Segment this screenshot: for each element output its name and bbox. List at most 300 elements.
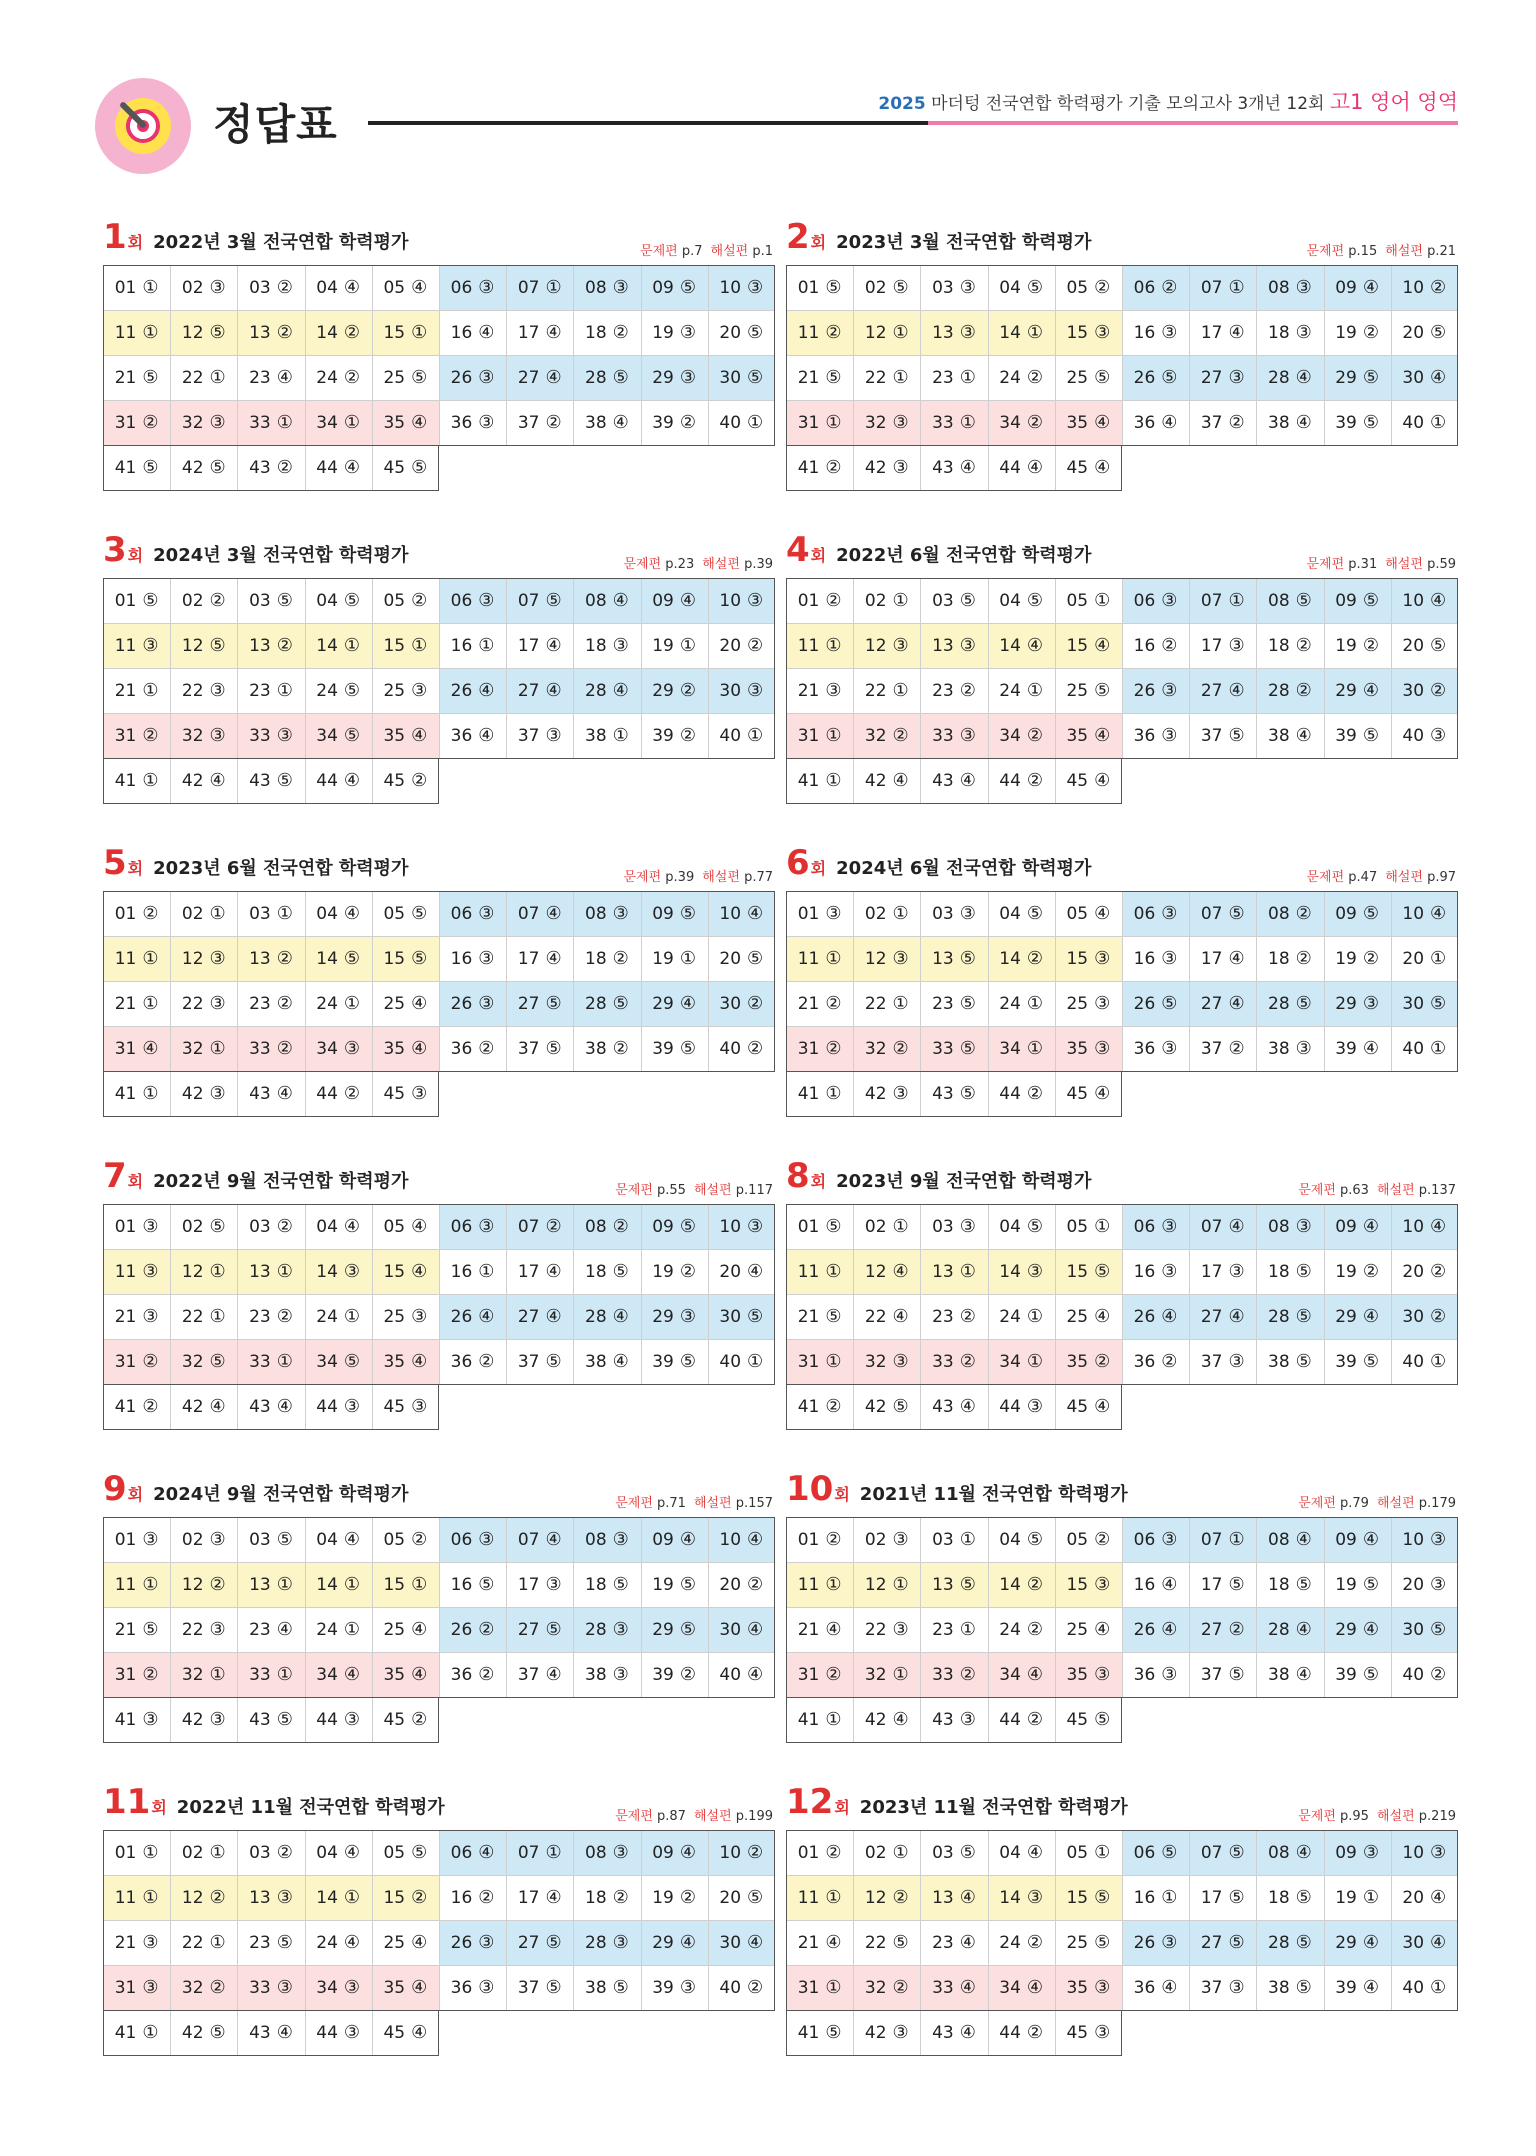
answer-value: ① [1026, 993, 1044, 1014]
grid-line [988, 1204, 989, 1429]
solution-label: 해설편 [1385, 244, 1423, 259]
question-number: 33 [932, 1351, 954, 1372]
answer-cell [786, 1830, 853, 1875]
grid-line [170, 891, 171, 1116]
answer-cell [920, 400, 987, 445]
answer-cell [786, 355, 853, 400]
answer-value: ③ [612, 903, 629, 924]
answer-value: ④ [959, 1977, 976, 1998]
question-number: 21 [797, 993, 820, 1014]
answer-cell [786, 1339, 853, 1384]
answer-value: ③ [959, 903, 976, 924]
question-number: 36 [450, 1977, 473, 1998]
page-header [0, 0, 1536, 180]
answer-cell [1122, 265, 1189, 310]
answer-cell [103, 265, 170, 310]
question-number: 35 [1066, 1664, 1089, 1685]
answer-cell [988, 1920, 1055, 1965]
question-number: 18 [1268, 1887, 1290, 1908]
question-number: 39 [652, 412, 674, 433]
answer-value: ④ [1362, 1529, 1379, 1550]
question-number: 39 [1335, 1664, 1357, 1685]
answer-cell [573, 891, 640, 936]
answer-cell [237, 1026, 304, 1071]
answer-cell [573, 1965, 640, 2010]
grid-line [786, 400, 1458, 401]
answer-value: ① [343, 1619, 361, 1640]
answer-value: ⑤ [747, 1306, 764, 1327]
answer-value: ③ [209, 1709, 226, 1730]
question-number: 39 [1335, 412, 1357, 433]
answer-value: ③ [478, 412, 495, 433]
answer-value: ② [276, 1306, 293, 1327]
answer-value: ④ [545, 1664, 562, 1685]
answer-cell [786, 1607, 853, 1652]
answer-value: ⑤ [612, 367, 629, 388]
question-number: 11 [797, 1887, 820, 1908]
answer-cell [103, 2010, 170, 2055]
answer-cell [920, 1204, 987, 1249]
question-number: 16 [1133, 322, 1156, 343]
answer-cell [506, 1607, 573, 1652]
answer-value: ④ [411, 277, 428, 298]
answer-value: ④ [1094, 770, 1111, 791]
answer-cell [103, 1517, 170, 1562]
answer-cell [305, 1249, 372, 1294]
answer-value: ③ [612, 1842, 629, 1863]
answer-cell [1324, 891, 1391, 936]
solution-page: p.21 [1427, 244, 1456, 259]
answer-value: ① [411, 1574, 428, 1595]
answer-cell [1189, 1339, 1256, 1384]
answer-cell [1391, 1294, 1458, 1339]
question-number: 15 [383, 1574, 406, 1595]
answer-cell [708, 668, 775, 713]
answer-cell [372, 1204, 439, 1249]
question-number: 38 [585, 1664, 607, 1685]
answer-cell [305, 578, 372, 623]
answer-value: ⑤ [411, 1842, 428, 1863]
answer-cell [708, 1339, 775, 1384]
answer-cell [237, 400, 304, 445]
question-number: 34 [999, 1351, 1021, 1372]
question-number: 09 [1335, 1842, 1357, 1863]
answer-value: ④ [343, 1842, 361, 1863]
question-number: 05 [1066, 1529, 1089, 1550]
answer-cell [170, 623, 237, 668]
question-number: 03 [932, 590, 954, 611]
question-number: 01 [797, 1529, 820, 1550]
answer-cell [506, 936, 573, 981]
question-number: 02 [181, 590, 204, 611]
answer-value: ① [825, 770, 842, 791]
question-number: 01 [114, 1529, 137, 1550]
answer-value: ② [679, 1261, 696, 1282]
answer-cell [305, 1965, 372, 2010]
grid-line [1055, 1517, 1056, 1742]
question-number: 19 [1335, 948, 1357, 969]
question-number: 25 [1066, 993, 1089, 1014]
question-number: 03 [249, 590, 271, 611]
answer-value: ⑤ [1228, 1887, 1245, 1908]
question-number: 42 [181, 1396, 204, 1417]
answer-value: ⑤ [612, 1977, 629, 1998]
question-number: 16 [450, 1574, 473, 1595]
answer-cell [708, 1249, 775, 1294]
question-number: 14 [316, 948, 338, 969]
question-number: 33 [249, 1977, 271, 1998]
answer-value: ③ [892, 2022, 909, 2043]
answer-cell [1055, 758, 1122, 803]
answer-value: ④ [1026, 1664, 1044, 1685]
question-number: 35 [383, 1351, 406, 1372]
answer-value: ③ [1362, 1842, 1379, 1863]
answer-value: ④ [209, 1396, 226, 1417]
exam-number-suffix: 회 [834, 1798, 850, 1817]
answer-value: ③ [1161, 903, 1178, 924]
question-number: 36 [450, 1664, 473, 1685]
answer-cell [372, 1697, 439, 1742]
exam-number-value: 6 [786, 843, 810, 883]
answer-cell [1324, 1875, 1391, 1920]
answer-cell [103, 1652, 170, 1697]
grid-line [237, 891, 238, 1116]
answer-cell [305, 1384, 372, 1429]
answer-cell [1122, 310, 1189, 355]
question-number: 12 [864, 1574, 887, 1595]
question-number: 18 [585, 1887, 607, 1908]
answer-value: ⑤ [612, 1574, 629, 1595]
answer-value: ① [209, 367, 226, 388]
exam-block [103, 843, 775, 1136]
answer-value: ⑤ [209, 1216, 226, 1237]
answer-cell [1256, 1294, 1323, 1339]
grid-line [786, 981, 1458, 982]
answer-value: ④ [1295, 1529, 1312, 1550]
question-number: 29 [1335, 1932, 1357, 1953]
exam-number-suffix: 회 [810, 1172, 827, 1191]
question-number: 24 [999, 1619, 1021, 1640]
question-number: 37 [1200, 725, 1223, 746]
answer-cell [1189, 355, 1256, 400]
question-number: 24 [316, 680, 338, 701]
answer-cell [372, 578, 439, 623]
question-number: 24 [999, 367, 1021, 388]
question-number: 41 [797, 2022, 820, 2043]
answer-cell [506, 400, 573, 445]
answer-cell [1391, 578, 1458, 623]
answer-cell [170, 1384, 237, 1429]
answer-value: ④ [747, 1529, 764, 1550]
answer-value: ② [411, 770, 428, 791]
exam-title: 2022년 11월 전국연합 학력평가 [176, 1797, 445, 1818]
exam-header [103, 1782, 775, 1825]
exam-block [103, 1782, 775, 2075]
answer-value: ④ [343, 770, 361, 791]
answer-cell [1055, 891, 1122, 936]
answer-cell [506, 1204, 573, 1249]
answer-cell [1189, 936, 1256, 981]
grid-line [786, 2010, 1458, 2011]
question-number: 37 [1200, 1038, 1223, 1059]
answer-cell [506, 1875, 573, 1920]
answer-cell [1256, 1562, 1323, 1607]
question-number: 05 [1066, 277, 1089, 298]
answer-value: ⑤ [545, 1932, 562, 1953]
answer-value: ① [1228, 277, 1245, 298]
answer-cell [573, 265, 640, 310]
question-number: 04 [316, 1529, 338, 1550]
answer-value: ③ [1094, 1038, 1111, 1059]
answer-cell [786, 1697, 853, 1742]
question-number: 08 [1268, 277, 1290, 298]
answer-value: ③ [1094, 1977, 1111, 1998]
answer-cell [170, 310, 237, 355]
answer-value: ④ [612, 1351, 629, 1372]
answer-cell [988, 713, 1055, 758]
answer-cell [920, 265, 987, 310]
question-number: 23 [249, 680, 271, 701]
answer-cell [372, 1920, 439, 1965]
question-number: 17 [517, 1887, 540, 1908]
question-number: 39 [652, 1351, 674, 1372]
answer-value: ③ [209, 1619, 226, 1640]
question-number: 42 [864, 1083, 887, 1104]
question-number: 20 [719, 1887, 742, 1908]
answer-cell [103, 1071, 170, 1116]
answer-value: ④ [343, 457, 361, 478]
answer-value: ⑤ [411, 367, 428, 388]
question-number: 02 [864, 277, 887, 298]
answer-cell [1391, 1920, 1458, 1965]
answer-value: ③ [209, 993, 226, 1014]
answer-value: ② [825, 322, 842, 343]
question-number: 35 [1066, 1038, 1089, 1059]
answer-value: ④ [1026, 1842, 1044, 1863]
answer-cell [305, 2010, 372, 2055]
answer-value: ⑤ [892, 277, 909, 298]
answer-value: ④ [343, 1932, 361, 1953]
question-number: 32 [181, 1038, 204, 1059]
answer-cell [1324, 578, 1391, 623]
question-number: 23 [932, 1619, 954, 1640]
page-reference [640, 240, 773, 259]
question-number: 12 [864, 635, 887, 656]
answer-cell [372, 310, 439, 355]
exam-header [786, 1156, 1458, 1199]
answer-value: ④ [1362, 1932, 1379, 1953]
answer-value: ① [343, 993, 361, 1014]
answer-cell [853, 668, 920, 713]
question-number: 03 [249, 1529, 271, 1550]
answer-cell [1324, 936, 1391, 981]
answer-value: ② [478, 1887, 495, 1908]
question-number: 29 [652, 1306, 674, 1327]
question-number: 26 [1133, 993, 1156, 1014]
answer-value: ② [1026, 948, 1044, 969]
answer-cell [1324, 1294, 1391, 1339]
answer-value: ④ [411, 2022, 428, 2043]
question-number: 26 [450, 367, 473, 388]
question-number: 27 [1200, 1619, 1223, 1640]
answer-value: ③ [892, 1083, 909, 1104]
answer-value: ③ [892, 412, 909, 433]
question-number: 09 [1335, 903, 1357, 924]
question-number: 35 [383, 412, 406, 433]
answer-cell [237, 1607, 304, 1652]
answer-cell [573, 936, 640, 981]
answer-cell [1055, 1562, 1122, 1607]
answer-value: ② [1094, 277, 1111, 298]
answer-value: ④ [1228, 1306, 1245, 1327]
answer-cell [1055, 1697, 1122, 1742]
answer-cell [372, 1026, 439, 1071]
answer-value: ④ [478, 725, 495, 746]
answer-cell [103, 668, 170, 713]
question-number: 40 [719, 1351, 742, 1372]
answer-value: ③ [1228, 1351, 1245, 1372]
answer-value: ⑤ [209, 322, 226, 343]
answer-value: ③ [142, 1932, 159, 1953]
answer-value: ① [679, 948, 696, 969]
answer-value: ① [959, 1619, 976, 1640]
grid-line [786, 1339, 1458, 1340]
question-number: 21 [797, 1932, 820, 1953]
answer-cell [988, 400, 1055, 445]
answer-cell [372, 1249, 439, 1294]
question-number: 35 [383, 1664, 406, 1685]
answer-value: ① [1228, 590, 1245, 611]
answer-value: ② [411, 1709, 428, 1730]
answer-cell [573, 1830, 640, 1875]
answer-cell [237, 1562, 304, 1607]
answer-cell [1055, 1249, 1122, 1294]
answer-value: ① [276, 412, 293, 433]
question-number: 12 [181, 948, 204, 969]
question-number: 27 [517, 367, 540, 388]
answer-value: ② [276, 277, 293, 298]
answer-value: ④ [1094, 1619, 1111, 1640]
answer-cell [1324, 1026, 1391, 1071]
answer-cell [920, 1384, 987, 1429]
answer-cell [988, 1071, 1055, 1116]
answer-value: ⑤ [1094, 1709, 1111, 1730]
question-number: 44 [999, 770, 1021, 791]
answer-value: ① [276, 1261, 293, 1282]
question-number: 17 [517, 1574, 540, 1595]
answer-value: ③ [959, 1709, 976, 1730]
question-number: 36 [1133, 1664, 1156, 1685]
answer-value: ② [209, 590, 226, 611]
answer-value: ③ [747, 590, 764, 611]
answer-value: ② [747, 635, 764, 656]
answer-cell [853, 1249, 920, 1294]
answer-cell [988, 2010, 1055, 2055]
answer-value: ③ [545, 1574, 562, 1595]
question-number: 22 [864, 680, 887, 701]
answer-cell [1256, 355, 1323, 400]
question-number: 31 [797, 1664, 820, 1685]
page-reference [615, 1805, 773, 1824]
answer-row [103, 758, 439, 803]
answer-value: ⑤ [825, 277, 842, 298]
question-number: 32 [864, 1977, 887, 1998]
answer-value: ④ [1362, 277, 1379, 298]
question-number: 21 [114, 993, 137, 1014]
question-number: 32 [864, 412, 887, 433]
answer-value: ⑤ [825, 2022, 842, 2043]
question-number: 44 [316, 457, 338, 478]
grid-line [103, 1697, 775, 1698]
answer-value: ④ [411, 1977, 428, 1998]
answer-cell [641, 891, 708, 936]
answer-value: ④ [959, 1396, 976, 1417]
answer-cell [853, 265, 920, 310]
question-number: 26 [1133, 1619, 1156, 1640]
question-number: 37 [517, 1664, 540, 1685]
question-number: 19 [1335, 1887, 1357, 1908]
question-number: 43 [249, 770, 271, 791]
question-number: 22 [181, 993, 204, 1014]
question-number: 25 [383, 1932, 406, 1953]
question-number: 40 [719, 725, 742, 746]
answer-cell [1055, 1294, 1122, 1339]
answer-value: ④ [1430, 1887, 1447, 1908]
answer-value: ① [1094, 590, 1111, 611]
grid-line [372, 265, 373, 490]
question-number: 21 [114, 1932, 137, 1953]
answer-value: ① [1430, 1977, 1447, 1998]
answer-value: ③ [1228, 1261, 1245, 1282]
answer-value: ④ [545, 1887, 562, 1908]
answer-cell [853, 1920, 920, 1965]
answer-value: ④ [612, 590, 629, 611]
question-number: 23 [249, 367, 271, 388]
page-reference [1306, 240, 1456, 259]
answer-cell [237, 2010, 304, 2055]
answer-value: ⑤ [1026, 590, 1044, 611]
answer-value: ① [1026, 322, 1044, 343]
solution-page: p.77 [744, 870, 773, 885]
answer-cell [641, 981, 708, 1026]
answer-value: ① [209, 903, 226, 924]
answer-cell [853, 1026, 920, 1071]
question-number: 37 [517, 1977, 540, 1998]
question-number: 45 [1066, 770, 1089, 791]
answer-value: ⑤ [545, 993, 562, 1014]
grid-line [372, 578, 373, 803]
answer-value: ③ [478, 367, 495, 388]
answer-cell [920, 936, 987, 981]
question-number: 08 [585, 1529, 607, 1550]
question-number: 05 [1066, 1842, 1089, 1863]
question-number: 31 [114, 1351, 137, 1372]
answer-cell [1189, 400, 1256, 445]
question-number: 09 [652, 590, 674, 611]
question-number: 08 [585, 903, 607, 924]
question-number: 32 [181, 1664, 204, 1685]
answer-value: ④ [892, 1306, 909, 1327]
answer-cell [439, 1920, 506, 1965]
grid-line [305, 1830, 306, 2055]
answer-value: ⑤ [545, 590, 562, 611]
question-number: 43 [249, 1396, 271, 1417]
question-number: 08 [1268, 903, 1290, 924]
answer-value: ⑤ [747, 1887, 764, 1908]
answer-cell [1055, 1920, 1122, 1965]
question-number: 27 [1200, 367, 1223, 388]
answer-cell [786, 1562, 853, 1607]
